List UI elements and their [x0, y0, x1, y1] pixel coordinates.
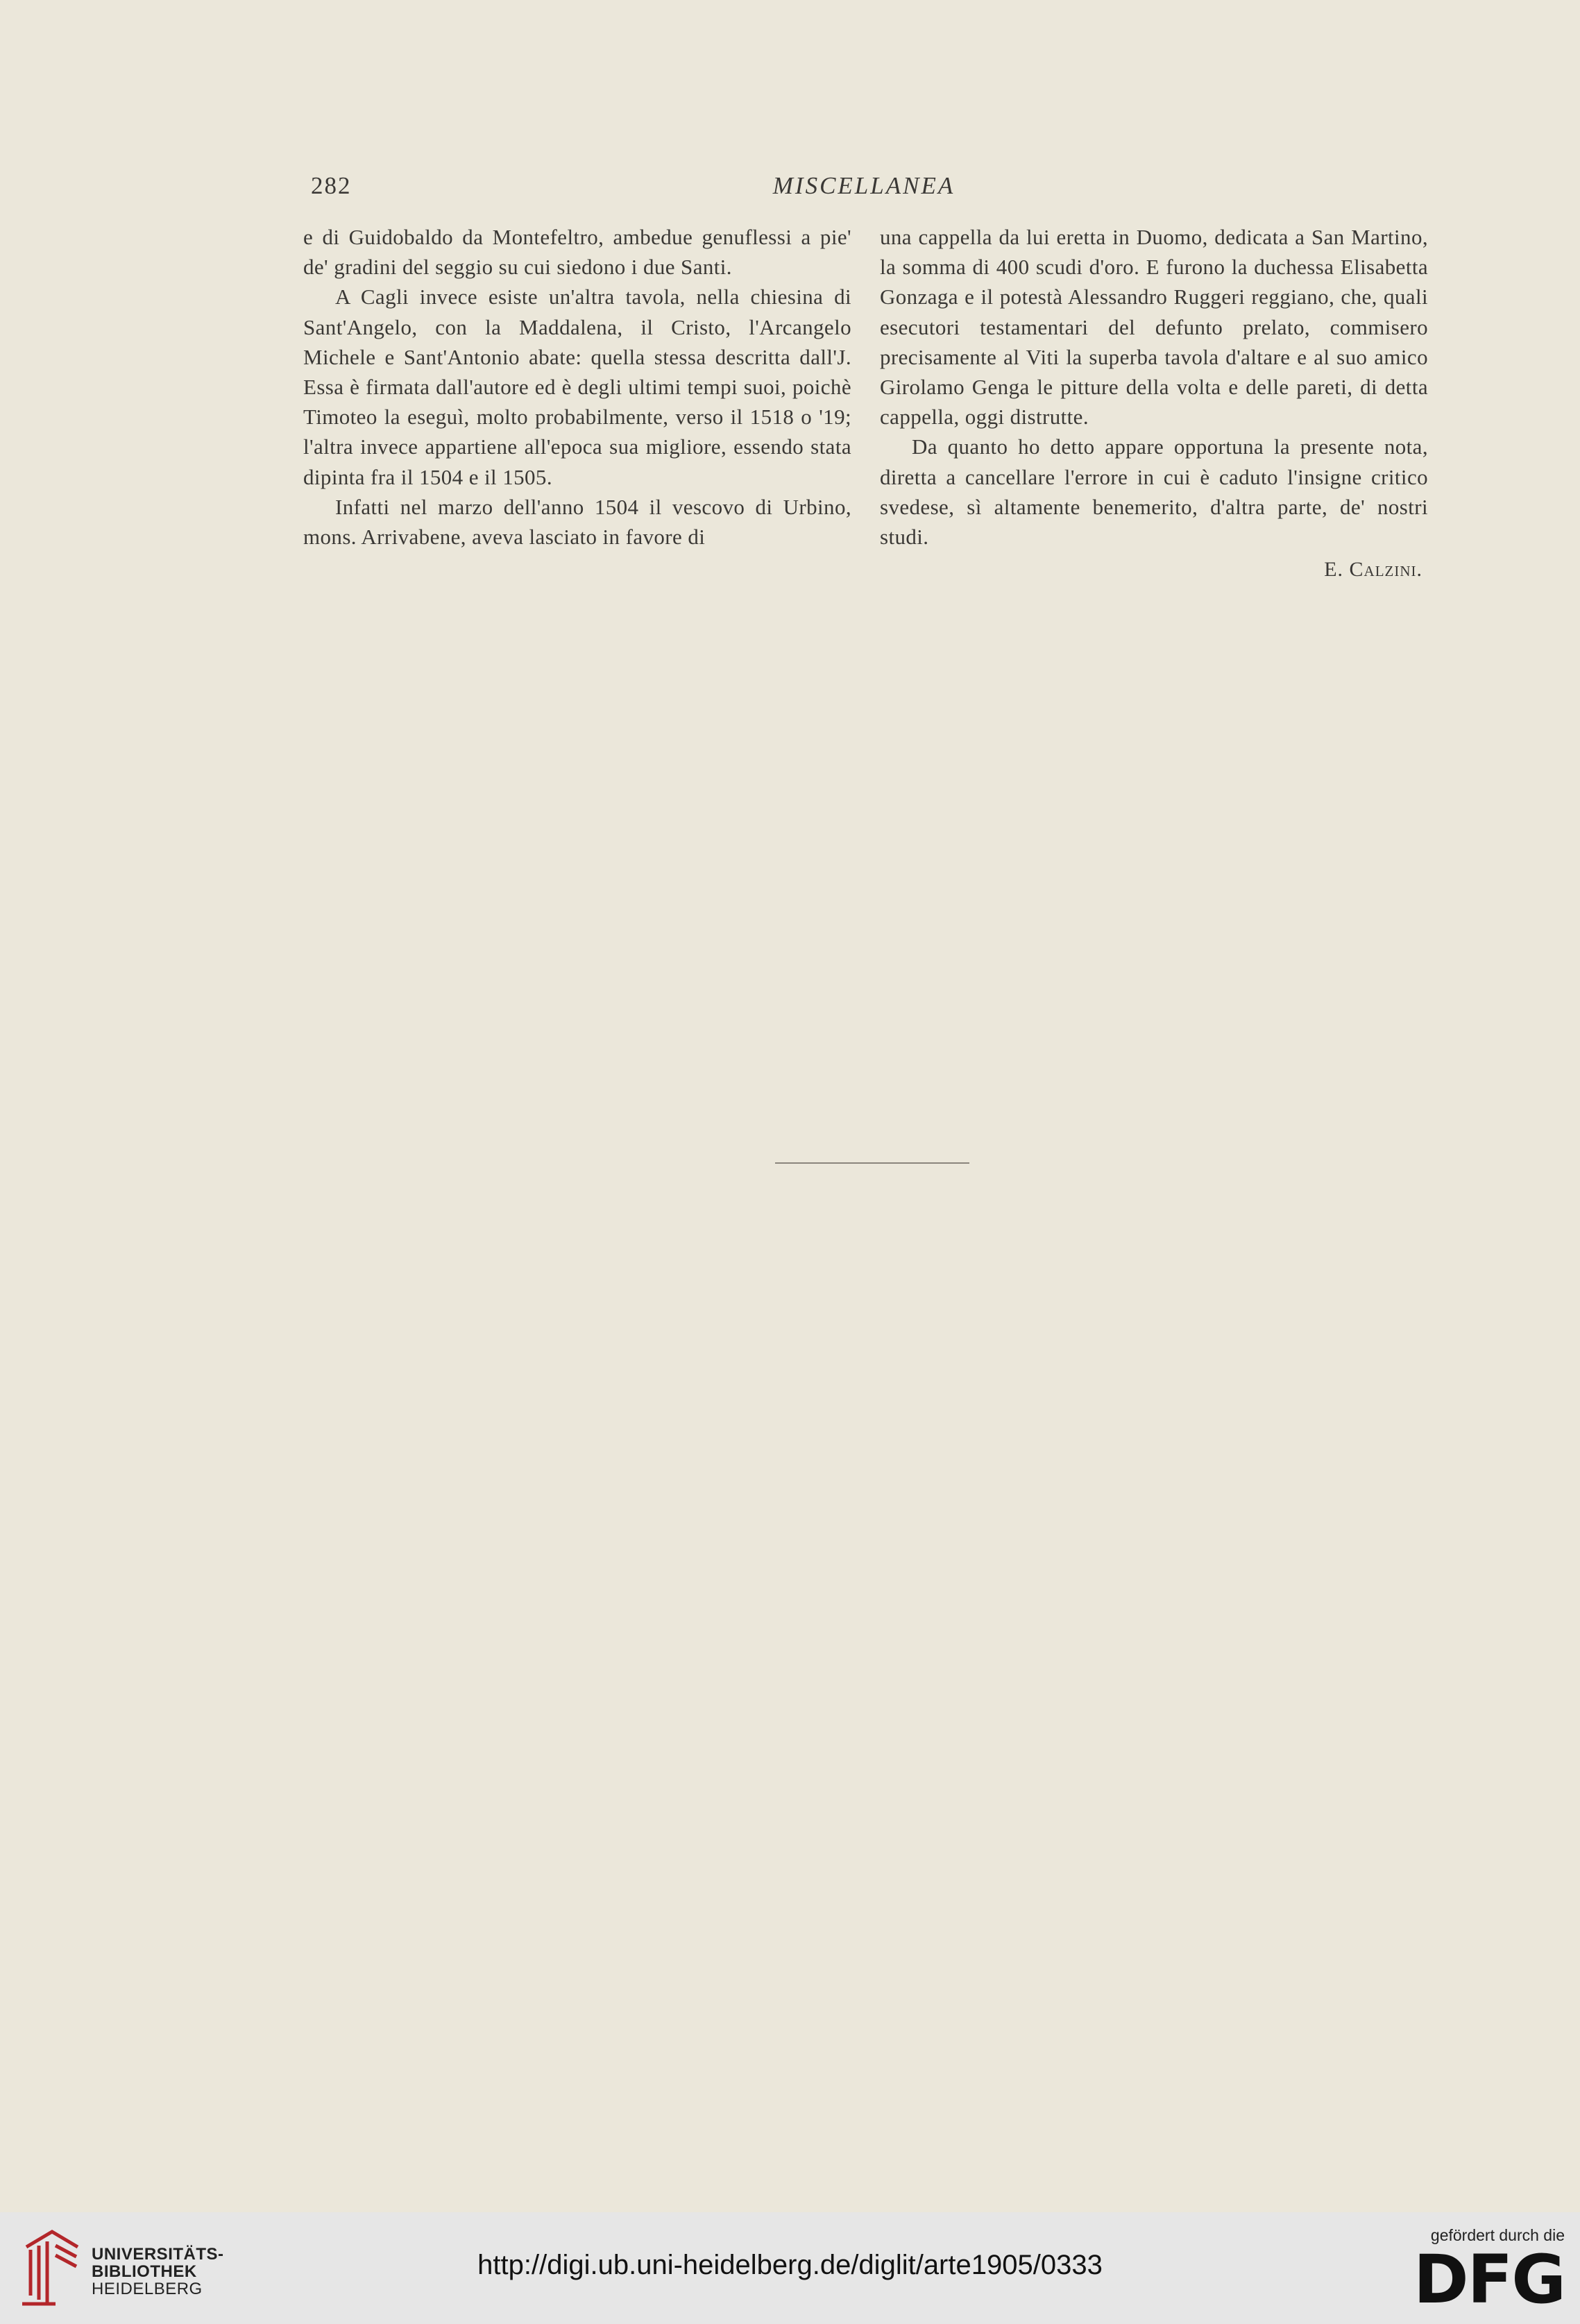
library-name-line1: UNIVERSITÄTS- [92, 2245, 224, 2264]
section-divider [775, 1162, 969, 1164]
paragraph: Da quanto ho detto appare opportuna la presente nota, diretta a cancellare l'errore in cui è caduto l'insigne critico svedese, sì altamente benemerito, d'altra parte, de' nostri studi. [880, 434, 1428, 550]
running-title: MISCELLANEA [772, 172, 955, 199]
paragraph: Infatti nel marzo dell'anno 1504 il vescovo di Urbino, mons. Arrivabene, aveva lasciato in favore di [303, 494, 851, 550]
permalink-url[interactable]: http://digi.ub.uni-heidelberg.de/diglit/arte1905/0333 [477, 2250, 1103, 2280]
signature-text: E. Calzini. [1324, 558, 1422, 582]
dfg-logo[interactable]: DFG [1413, 2241, 1565, 2318]
library-name-line2: BIBLIOTHEK [92, 2262, 197, 2281]
page-header [291, 167, 1436, 208]
paragraph: e di Guidobaldo da Montefeltro, ambedue genuflessi a pie' de' gradini del seggio su cui siedono i due Santi. [303, 225, 851, 280]
right-column [880, 222, 1428, 584]
author-signature [880, 554, 1428, 584]
dfg-funding [1384, 2225, 1565, 2318]
page-number: 282 [311, 172, 352, 199]
left-column [303, 222, 851, 552]
funded-by-label: gefördert durch die [1430, 2226, 1565, 2244]
library-name-line3: HEIDELBERG [92, 2280, 203, 2298]
paragraph: A Cagli invece esiste un'altra tavola, nella chiesina di Sant'Angelo, con la Maddalena, il Cristo, l'Arcangelo Michele e Sant'Antonio abate: quella stessa descritta dall'J. Essa è firmata dall'autore ed è degli ultimi tempi suoi, poichè Timoteo la eseguì, molto probabilmente, verso il 1518 o '19; l'altra invece appartiene all'epoca sua migliore, essendo stata dipinta fra il 1504 e il 1505. [303, 285, 851, 489]
paragraph: una cappella da lui eretta in Duomo, dedicata a San Martino, la somma di 400 scudi d'oro. E furono la duchessa Elisabetta Gonzaga e il potestà Alessandro Ruggeri reggiano, che, quali esecutori testamentari del defunto prelato, commisero precisamente al Viti la superba tavola d'altare e al suo amico Girolamo Genga le pitture della volta e delle pareti, di detta cappella, oggi distrutte. [880, 225, 1428, 430]
footer-bar [0, 2212, 1580, 2324]
